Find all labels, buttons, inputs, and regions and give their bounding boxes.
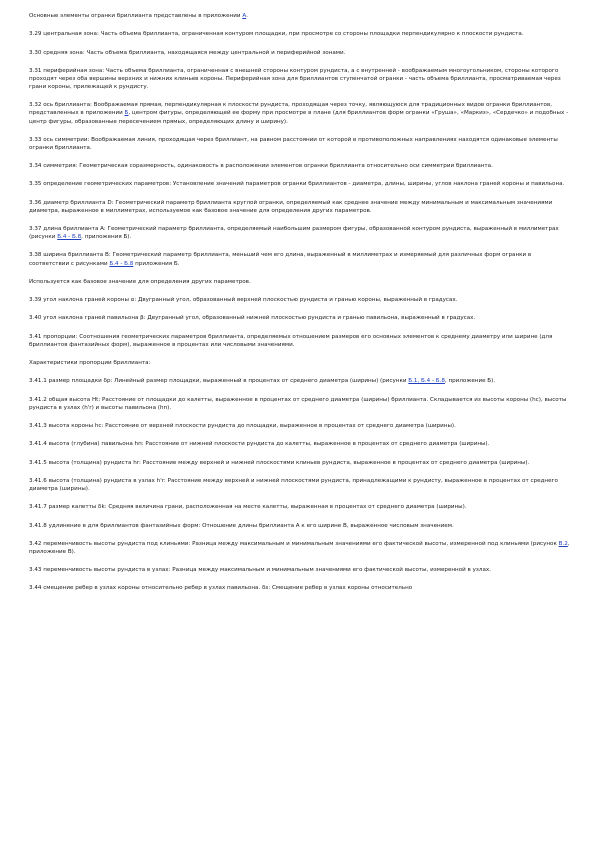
- paragraph-3-39: 3.39 угол наклона граней короны α: Двугранный угол, образованный верхней плоскостью рундиста и гранью короны, выраженный в градусах.: [29, 297, 458, 304]
- paragraph-3-38: 3.38 ширина бриллианта B: Геометрический параметр бриллианта, меньший чем его длина, выраженный в миллиметрах и измеряемый для различных форм огранки в соответствии с рисунками Б.4 - Б.8 приложения Б.: [29, 252, 532, 267]
- paragraph-3-42: 3.42 переменчивость высоты рундиста под клиньями: Разница между максимальным и минимальным значениями его фактической высоты, измеренной под клиньями (рисунок В.2, приложение В).: [29, 540, 570, 555]
- paragraph-3-30: 3.30 средняя зона: Часть объема бриллианта, находящаяся между центральной и периферийной зонами.: [29, 49, 346, 56]
- figure-link[interactable]: Б.1, Б.4 - Б.8: [408, 378, 445, 385]
- figure-link[interactable]: Б.4 - Б.8: [57, 234, 82, 241]
- paragraph-3-41-8: 3.41.8 удлинение в для бриллиантов фантазийных форм: Отношение длины бриллианта A к его ширине B, выраженное числовым значением.: [29, 522, 454, 529]
- paragraph-3-41-6: 3.41.6 высота (толщина) рундиста в узлах h'r: Расстояние между верхней и нижней плоскостями рундиста, принадлежащими к рундисту, выраженное в процентах от среднего диаметра (ширины).: [29, 477, 558, 492]
- paragraph-characteristics: Характеристики пропорции бриллианта:: [29, 360, 151, 367]
- paragraph-3-41-4: 3.41.4 высота (глубина) павильона hп: Расстояние от нижней плоскости рундиста до калетты, выраженное в процентах от среднего диаметра (ширины).: [29, 441, 490, 448]
- paragraph-3-40: 3.40 угол наклона граней павильона β: Двугранный угол, образованный нижней плоскостью рундиста и гранью павильона, выраженный в градусах.: [29, 315, 476, 322]
- paragraph-3-37: 3.37 длина бриллианта A: Геометрический параметр бриллианта, определяемый наибольшим размером фигуры, образованной контуром рундиста, выраженный в миллиметрах (рисунки Б.4 - Б.8, приложения Б).: [29, 226, 559, 241]
- paragraph-3-41-2: 3.41.2 общая высота Ht: Расстояние от площадки до калетты, выраженное в процентах от среднего диаметра (ширины) бриллианта. Складывается из высоты короны (hc), высоты рундиста в узлах (h'r) и высоты павильона (hп).: [29, 396, 567, 411]
- paragraph-3-41: 3.41 пропорции: Соотношения геометрических параметров бриллианта, определяемых отношением размеров его основных элементов к среднему диаметру или ширине (для бриллиантов фантазийных форм), выраженное в процентах или числовыми значениями.: [29, 333, 553, 348]
- paragraph-3-41-1: 3.41.1 размер площадки δp: Линейный размер площадки, выраженный в процентах от среднего диаметра (ширины) (рисунки Б.1, Б.4 - Б.8, приложение Б).: [29, 378, 496, 385]
- paragraph-3-41-5: 3.41.5 высота (толщина) рундиста hr: Расстояние между верхней и нижней плоскостями клиньев рундиста, выраженное в процентах от среднего диаметра (ширины).: [29, 459, 530, 466]
- paragraph-3-43: 3.43 переменчивость высоты рундиста в узлах: Разница между максимальным и минимальным значениями его фактической высоты, измеренной в узлах.: [29, 567, 491, 574]
- paragraph-3-36: 3.36 диаметр бриллианта D: Геометрический параметр бриллианта круглой огранки, определяемый как среднее значение между минимальным и максимальным значениями диаметра, выраженное в миллиметрах, используемое как базовое значение для определения других параметров.: [29, 199, 553, 214]
- paragraph-3-44: 3.44 смещение ребер в узлах короны относительно ребер в узлах павильона. δs: Смещение ребер в узлах короны относительно: [29, 585, 413, 592]
- paragraph-3-35: 3.35 определение геометрических параметров: Установление значений параметров огранки бриллиантов - диаметра, длины, ширины, углов наклона граней короны и павильона.: [29, 181, 565, 188]
- paragraph-3-41-3: 3.41.3 высота короны hc: Расстояние от верхней плоскости рундиста до площадки, выраженное в процентах от среднего диаметра (ширины).: [29, 423, 456, 429]
- paragraph-3-29: 3.29 центральная зона: Часть объема бриллианта, ограниченная контуром площадки, при просмотре со стороны площадки перпендикулярно к плоскости рундиста.: [29, 31, 524, 38]
- paragraph-3-34: 3.34 симметрия: Геометрическая соразмерность, одинаковость в расположении элементов огранки бриллианта относительно оси симметрии бриллианта.: [29, 163, 493, 170]
- appendix-link[interactable]: А: [242, 13, 247, 19]
- paragraph-note: Используется как базовое значение для определения других параметров.: [29, 278, 251, 285]
- paragraph-3-41-7: 3.41.7 размер калетты δk: Средняя величина грани, расположенная на месте калетты, выраженная в процентах от среднего диаметра (ширины).: [29, 504, 467, 511]
- paragraph-3-32: 3.32 ось бриллианта: Воображаемая прямая, перпендикулярная к плоскости рундиста, проходящая через точку, являющуюся для традиционных видов огранки бриллиантов, представленных в приложении Б, центром фигуры, определяющей ее форму при просмотре в плане (для бриллиантов форм огранки «Груша», «Маркиз», «Сердечко» и подобных - центр фигуры, образованные пересечением прямых, определяющих длину и ширину).: [29, 102, 569, 125]
- paragraph-3-31: 3.31 периферийная зона: Часть объема бриллианта, ограниченная с внешней стороны контуром рундиста, а с внутренней - воображаемым многоугольником, стороны которого проходят через оба вершины верхних и нижних клиньев короны. Периферийная зона для бриллиантов ступенчатой огранки - часть объема бриллианта, просматриваемая через грани короны, прилежащей к рундисту.: [29, 67, 561, 91]
- figure-link[interactable]: В.2: [558, 540, 568, 547]
- paragraph-3-33: 3.33 ось симметрии: Воображаемая линия, проходящая через бриллиант, на равном расстоянии от которой в противоположных направлениях находятся одинаковые элементы огранки бриллианта.: [29, 136, 558, 151]
- appendix-link[interactable]: Б: [124, 110, 129, 117]
- figure-link[interactable]: Б.4 - Б.8: [109, 260, 134, 267]
- intro-paragraph: Основные элементы огранки бриллианта представлены в приложении А.: [29, 13, 248, 19]
